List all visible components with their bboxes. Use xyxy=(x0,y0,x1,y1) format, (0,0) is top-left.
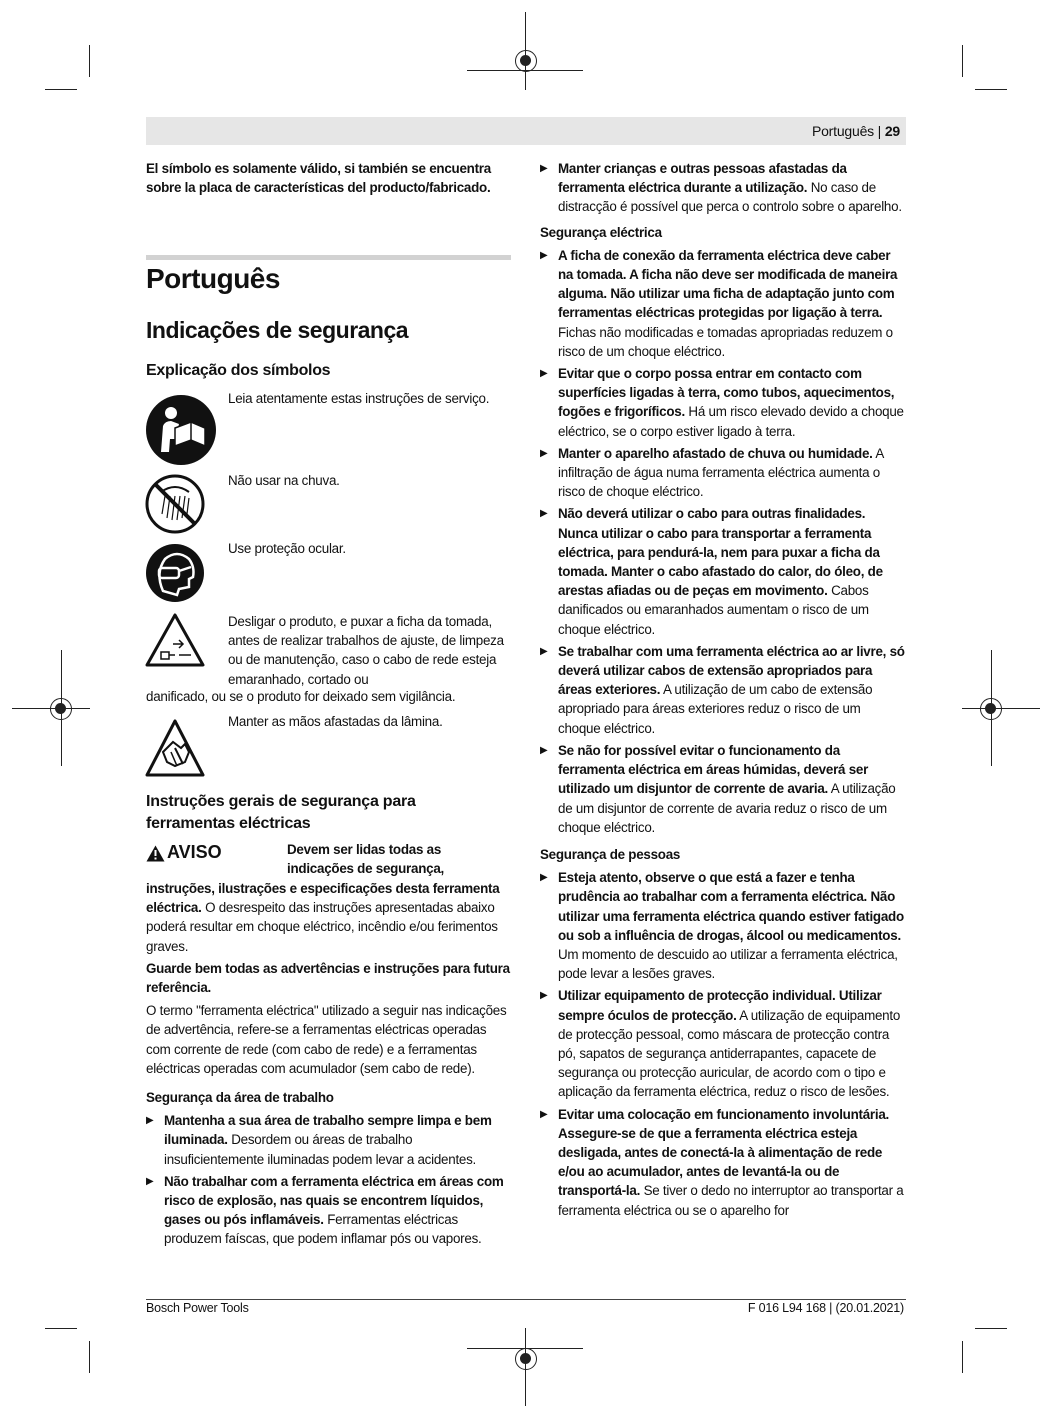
unplug-icon xyxy=(145,612,205,668)
list-item: ▶ Mantenha a sua área de trabalho sempre limpa e bem iluminada. Desordem ou áreas de trabalho insuficientemente iluminadas podem levar a acidentes. xyxy=(146,1111,511,1169)
registration-mark-icon xyxy=(515,1348,537,1370)
list-item: ▶ Evitar que o corpo possa entrar em contacto com superfícies ligadas à terra, como tubos, aquecimentos, fogões e frigoríficos. Há um risco elevado devido a choque eléctrico, se o corpo estiver ligado à terra. xyxy=(540,364,906,441)
warning-label: AVISO xyxy=(167,842,222,862)
personal-safety-heading: Segurança de pessoas xyxy=(540,846,681,862)
page-header xyxy=(812,123,900,139)
list-item: ▶ Não trabalhar com a ferramenta eléctrica em áreas com risco de explosão, nas quais se encontrem líquidos, gases ou pós inflamáveis. Ferramentas eléctricas produzem faíscas, que podem inflamar pós ou vapores. xyxy=(146,1172,511,1249)
read-manual-icon xyxy=(145,394,217,466)
symbol-unplug-text-cont: danificado, ou se o produto for deixado sem vigilância. xyxy=(146,689,456,704)
no-rain-icon xyxy=(145,474,205,534)
list-item: ▶ Manter o aparelho afastado de chuva ou humidade. A infiltração de água numa ferramenta eléctrica aumenta o risco de choque eléctrico. xyxy=(540,444,906,502)
symbols-title: Explicação dos símbolos xyxy=(146,362,331,379)
warning-bold-a: Devem ser lidas todas as indicações de segurança, xyxy=(287,842,444,877)
warning-bold-b: instruções, ilustrações e especificações desta ferramenta eléctrica. xyxy=(146,881,500,916)
warning-triangle-icon xyxy=(146,845,165,862)
registration-mark-icon xyxy=(50,698,72,720)
header-separator: | xyxy=(877,123,882,139)
registration-mark-icon xyxy=(515,50,537,72)
symbol-unplug-text: Desligar o produto, e puxar a ficha da tomada, antes de realizar trabalhos de ajuste, de limpeza ou de manutenção, caso o cabo de rede esteja emaranhado, cortado ou xyxy=(228,614,504,687)
footer-divider xyxy=(146,1299,906,1300)
section-title: Indicações de segurança xyxy=(146,317,409,343)
list-item: ▶ Esteja atento, observe o que está a fazer e tenha prudência ao trabalhar com a ferramenta eléctrica. Não utilizar uma ferramenta eléctrica quando estiver fatigado ou sob a influência de drogas, álcool ou medicamentos. Um momento de descuido ao utilizar a ferramenta eléctrica, pode levar a lesões graves. xyxy=(540,868,906,983)
list-item: ▶ Se não for possível evitar o funcionamento da ferramenta eléctrica em áreas húmidas, deverá ser utilizado um disjuntor de corrente de avaria. A utilização de um disjuntor de corrente de avaria reduz o risco de um choque eléctrico. xyxy=(540,741,906,837)
keep-instructions-heading: Guarde bem todas as advertências e instruções para futura referência. xyxy=(146,960,510,996)
language-divider xyxy=(146,255,511,260)
symbol-eye-protection-text: Use proteção ocular. xyxy=(228,541,346,556)
footer-left: Bosch Power Tools xyxy=(146,1301,249,1315)
electrical-safety-heading: Segurança eléctrica xyxy=(540,224,662,240)
list-item: ▶ Utilizar equipamento de protecção individual. Utilizar sempre óculos de protecção. A utilização de equipamento de protecção pessoal, como máscara de protecção contra pó, sapatos de segurança antiderrapantes, capacete de segurança ou protecção auricular, de acordo com o tipo e aplicação da ferramenta eléctrica, reduz o risco de lesões. xyxy=(540,986,906,1101)
work-area-heading: Segurança da área de trabalho xyxy=(146,1090,334,1106)
eye-protection-icon xyxy=(145,543,205,603)
right-column xyxy=(540,159,906,1223)
header-language: Português xyxy=(811,123,874,139)
general-safety-body xyxy=(146,879,511,1252)
symbol-read-manual-text: Leia atentamente estas instruções de serviço. xyxy=(228,391,490,406)
left-intro-text: El símbolo es solamente válido, si también se encuentra sobre la placa de características del producto/fabricado. xyxy=(146,161,491,196)
registration-mark-icon xyxy=(980,698,1002,720)
list-item: ▶ Evitar uma colocação em funcionamento involuntária. Assegure-se de que a ferramenta eléctrica esteja desligada, antes de conectá-la à alimentação de rede e/ou ao acumulador, antes de levantá-la ou de transportá-la. Se tiver o dedo no interruptor ao transportar a ferramenta eléctrica ou se o aparelho for xyxy=(540,1105,906,1220)
language-title: Português xyxy=(146,263,280,294)
list-item: ▶ Manter crianças e outras pessoas afastadas da ferramenta eléctrica durante a utilização. No caso de distracção é possível que perca o controlo sobre o aparelho. xyxy=(540,159,906,217)
general-safety-title: Instruções gerais de segurança para ferramentas eléctricas xyxy=(146,793,416,832)
warning-text: O desrespeito das instruções apresentadas abaixo poderá resultar em choque eléctrico, incêndio e/ou ferimentos graves. xyxy=(146,900,498,954)
list-item: ▶ A ficha de conexão da ferramenta eléctrica deve caber na tomada. A ficha não deve ser modificada de maneira alguma. Não utilizar uma ficha de adaptação junto com ferramentas eléctricas protegidas por ligação à terra. Fichas não modificadas e tomadas apropriadas reduzem o risco de um choque eléctrico. xyxy=(540,246,906,361)
symbol-hands-away-text: Manter as mãos afastadas da lâmina. xyxy=(228,714,443,729)
page-header-bar xyxy=(146,117,906,145)
hands-away-icon xyxy=(145,718,205,778)
term-text: O termo "ferramenta eléctrica" utilizado a seguir nas indicações de advertência, refere-se a ferramentas eléctricas operadas com corrente de rede (com cabo de rede) e a ferramentas eléctricas operadas com acumulador (sem cabo de rede). xyxy=(146,1003,507,1076)
footer-right: F 016 L94 168 | (20.01.2021) xyxy=(747,1301,904,1315)
page-number: 29 xyxy=(884,123,900,139)
list-item: ▶ Não deverá utilizar o cabo para outras finalidades. Nunca utilizar o cabo para transportar a ferramenta eléctrica, para pendurá-la, nem para puxar a ficha da tomada. Manter o cabo afastado do calor, do óleo, de arestas afiadas ou de peças em movimento. Cabos danificados ou emaranhados aumentam o risco de um choque eléctrico. xyxy=(540,504,906,638)
symbol-no-rain-text: Não usar na chuva. xyxy=(228,473,340,488)
list-item: ▶ Se trabalhar com uma ferramenta eléctrica ao ar livre, só deverá utilizar cabos de extensão apropriados para áreas exteriores. A utilização de um cabo de extensão apropriado para áreas exteriores reduz o risco de um choque eléctrico. xyxy=(540,642,906,738)
